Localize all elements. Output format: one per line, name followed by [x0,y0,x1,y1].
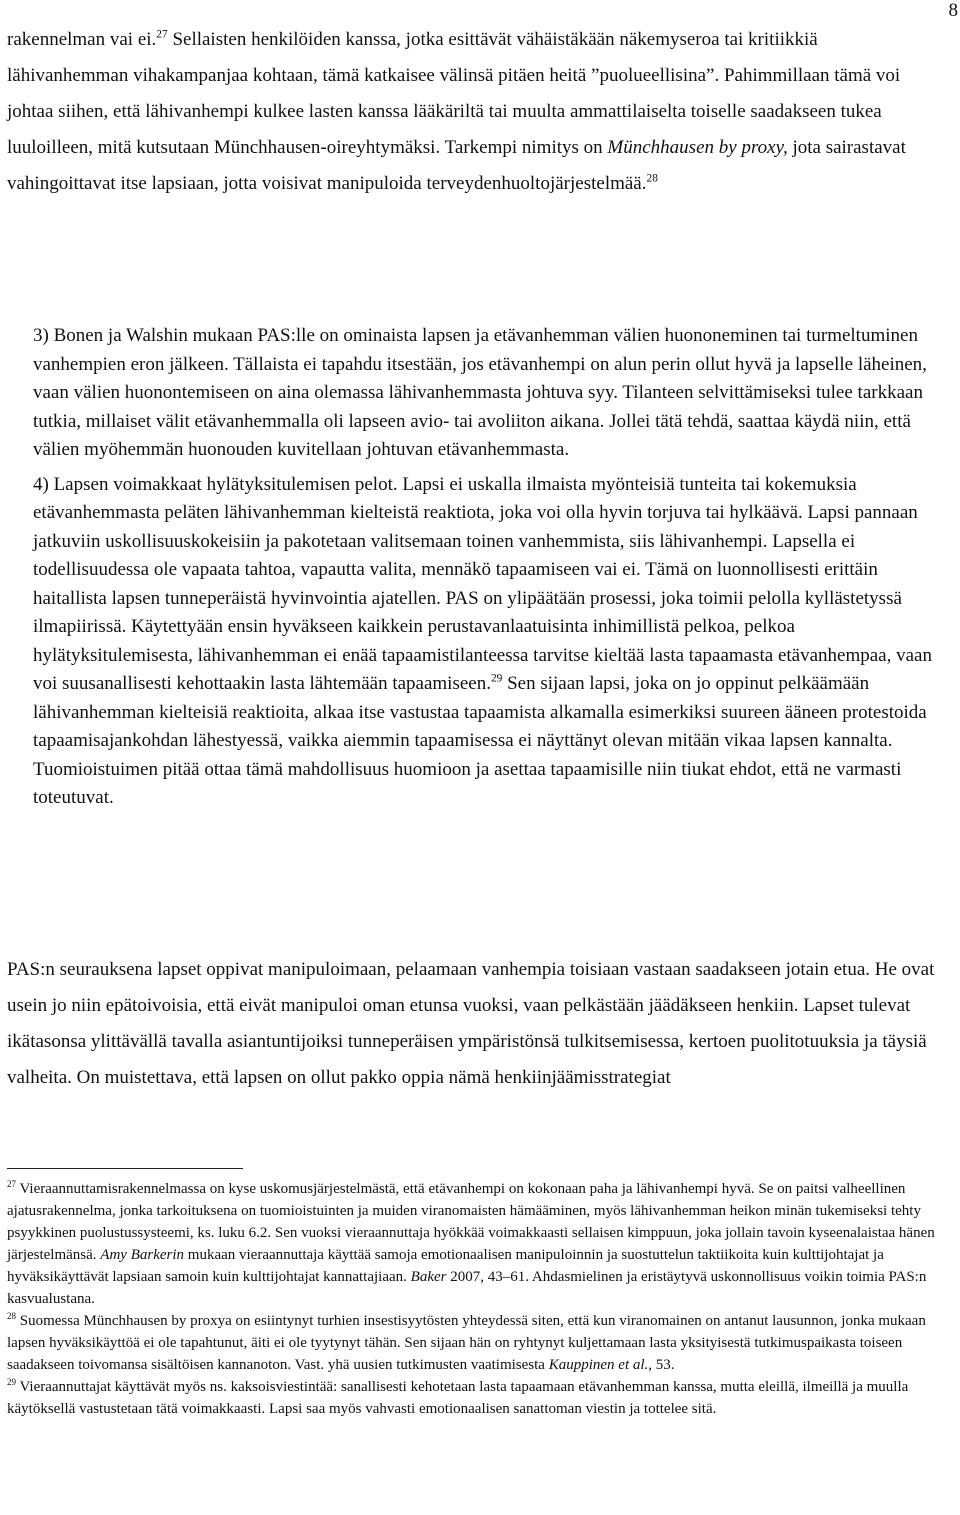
footnote-divider [7,1168,243,1169]
intro-text-2: Sellaisten henkilöiden kanssa, jotka esittävät vähäistäkään näkemyseroa tai kritiikkiä lähivanhemman vihakampanjaa kohtaan, tämä katkaisee välinsä pitäen heitä ”puolueellisina”. Pahimmillaan tämä voi johtaa siihen, että lähivanhempi kulkee lasten kanssa lääkäriltä tai muulta ammattilaiselta toiselle saadakseen tukea luuloilleen, mitä kutsutaan Münchhausen-oireyhtymäksi. Tarkempi nimitys on [7,29,901,158]
outro-paragraph [7,952,942,1096]
footnote-text: Vieraannuttamisrakennelmassa on kyse uskomusjärjestelmästä, että etävanhempi on kokonaan paha ja lähivanhempi hyvä. Se on paitsi valheellinen ajatusrakennelma, jonka tarkoituksena on tuomioistuinten ja muiden viranomaisten hämääminen, myös lähivanhemman heikon minän tukemiseksi tehty psyykkinen puolustussysteemi, ks. luku 6.2. Sen vuoksi vieraannuttaja hyökkää voimakkaasti sellaisen kimppuun, joka jollain tavoin kyseenalaistaa hänen järjestelmänsä. [7,1181,935,1263]
footnote-27 [7,1178,955,1310]
footnote-text: Suomessa Münchhausen by proxya on esiintynyt turhien insestisyytösten yhteydessä siten, että kun viranomainen on antanut lausunnon, jonka mukaan lapsen hyväksikäyttöä ei ole tapahtunut, äiti ei ole tyytynyt tähän. Sen sijaan hän on ryhtynyt kuljettamaan lasta yksityisestä tutkimuspaikasta toiseen saadakseen toivomansa sisältöisen kannanoton. Vast. yhä uusien tutkimusten vaatimisesta [7,1313,926,1373]
footnote-text: Vieraannuttajat käyttävät myös ns. kaksoisviestintää: sanallisesti kehotetaan lasta tapaamaan etävanhemman kanssa, mutta eleillä, ilmeillä ja muulla käytöksellä vastustetaan tätä voimakkaasti. Lapsi saa myös vahvasti emotionaalisen sanattoman viestin ja tottelee sitä. [7,1379,909,1417]
footnote-italic: Amy Barkerin [100,1247,185,1263]
footnote-ref-28[interactable]: 28 [646,172,658,185]
footnotes [7,1178,955,1420]
footnote-text: 2007, 43–61. Ahdasmielinen ja eristäytyvä uskonnollisuus voikin toimia PAS:n kasvualustana. [7,1269,927,1307]
list-item-4 [33,471,948,813]
page-number: 8 [948,0,958,21]
intro-paragraph [7,22,942,202]
intro-italic: Münchhausen by proxy, [607,137,788,158]
footnote-29 [7,1376,955,1420]
footnote-28 [7,1310,955,1376]
footnote-italic: Baker [410,1269,447,1285]
list-item-3-text: 3) Bonen ja Walshin mukaan PAS:lle on ominaista lapsen ja etävanhemman välien huononeminen tai turmeltuminen vanhempien eron jälkeen. Tällaista ei tapahdu itsestään, jos etävanhempi on alun perin ollut hyvä ja lapselle läheinen, vaan välien huonontemiseen on aina olemassa lähivanhemmasta johtuva syy. Tilanteen selvittämiseksi tulee tarkkaan tutkia, millaiset välit etävanhemmalla oli lapseen avio- tai avoliiton aikana. Jollei tätä tehdä, saattaa käydä niin, että välien myöhemmän huonouden kuvitellaan johtuvan etävanhemmasta. [33,325,927,460]
footnote-text: mukaan vieraannuttaja käyttää samoja emotionaalisen manipuloinnin ja suostuttelun taktiikoita kuin kulttijohtajat ja hyväksikäyttävät lapsiaan samoin kuin kulttijohtajat kannattajiaan. [7,1247,884,1285]
footnote-ref-27[interactable]: 27 [156,28,168,41]
outro-text: PAS:n seurauksena lapset oppivat manipuloimaan, pelaamaan vanhempia toisiaan vastaan saadakseen jotain etua. He ovat usein jo niin epätoivoisia, että eivät manipuloi oman etunsa vuoksi, vaan pelkästään jäädäkseen henkiin. Lapset tulevat ikätasonsa ylittävällä tavalla asiantuntijoiksi tunneperäisen ympäristönsä tulkitsemisessa, kertoen puolitotuuksia ja täysiä valheita. On muistettava, että lapsen on ollut pakko oppia nämä henkiinjäämisstrategiat [7,959,935,1088]
list-item-4-text-1: 4) Lapsen voimakkaat hylätyksitulemisen pelot. Lapsi ei uskalla ilmaista myönteisiä tunteita tai kokemuksia etävanhemmasta peläten lähivanhemman kielteistä reaktiota, joka voi olla hyvin torjuva tai hylkäävä. Lapsi pannaan jatkuviin uskollisuuskokeisiin ja pakotetaan valitsemaan toinen vanhemmista, siis lähivanhempi. Lapsella ei todellisuudessa ole vapaata tahtoa, vapautta valita, mennäkö tapaamiseen vai ei. Tämä on luonnollisesti erittäin haitallista lapsen tunneperäistä hyvinvointia ajatellen. PAS on ylipäätään prosessi, joka toimii pelolla kyllästetyssä ilmapiirissä. Käytettyään ensin hyväkseen kaikkein perustavanlaatuisinta inhimillistä pelkoa, pelkoa hylätyksitulemisesta, lähivanhemman ei enää tapaamistilanteessa tarvitse kieltää lasta tapaamasta etävanhempaa, vaan voi suusanallisesti kehottaakin lasta lähtemään tapaamiseen. [33,473,932,694]
footnote-italic: Kauppinen et al. [548,1357,649,1373]
footnote-number: 29 [7,1377,16,1387]
intro-text-3: jota sairastavat vahingoittavat itse lapsiaan, jotta voisivat manipuloida terveydenhuoltojärjestelmää. [7,137,906,194]
footnote-number: 27 [7,1179,16,1189]
footnote-ref-29[interactable]: 29 [490,672,503,685]
list-section [33,322,948,813]
list-item-3 [33,322,948,465]
list-item-4-text-2: Sen sijaan lapsi, joka on jo oppinut pelkäämään lähivanhemman kielteisiä reaktioita, alkaa itse vastustaa tapaamista alkamalla esimerkiksi suureen ääneen protestoida tapaamisajankohdan lähestyessä, vaikka aiemmin tapaamisessa ei näyttänyt olevan mitään vikaa lapsen kannalta. Tuomioistuimen pitää ottaa tämä mahdollisuus huomioon ja asettaa tapaamisille niin tiukat ehdot, että ne varmasti toteutuvat. [33,673,927,808]
footnote-number: 28 [7,1311,16,1321]
intro-text-1: rakennelman vai ei. [7,29,157,50]
footnote-text: , 53. [648,1357,675,1373]
